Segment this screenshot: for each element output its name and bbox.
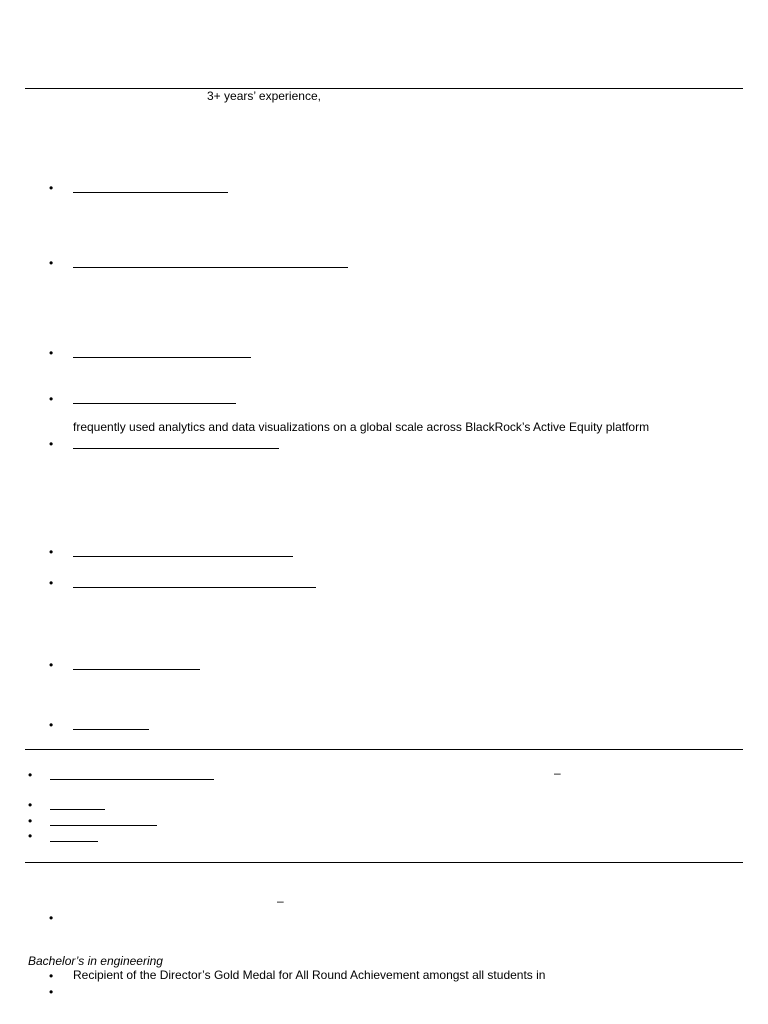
section-rule-skills <box>25 749 743 750</box>
bullet: • <box>49 392 54 406</box>
redacted-link-underline <box>50 809 105 810</box>
redacted-link-underline <box>73 357 251 358</box>
bullet: • <box>49 911 54 925</box>
education-dash: – <box>277 894 284 908</box>
bullet: • <box>49 658 54 672</box>
redacted-link-underline <box>73 192 228 193</box>
bullet: • <box>49 346 54 360</box>
degree-title: Bachelor’s in engineering <box>28 954 163 968</box>
award-text: Recipient of the Director’s Gold Medal for All Round Achievement amongst all students in <box>73 968 546 982</box>
bullet: • <box>28 768 33 782</box>
redacted-link-underline <box>50 779 214 780</box>
redacted-link-underline <box>73 556 293 557</box>
redacted-link-underline <box>73 729 149 730</box>
redacted-link-underline <box>73 587 316 588</box>
bullet: • <box>49 181 54 195</box>
bullet: • <box>28 829 33 843</box>
section-rule-education <box>25 862 743 863</box>
bullet: • <box>28 798 33 812</box>
redacted-link-underline <box>73 448 279 449</box>
experience-summary: 3+ years’ experience, <box>207 89 321 103</box>
bullet: • <box>49 437 54 451</box>
bullet: • <box>49 576 54 590</box>
bullet: • <box>49 718 54 732</box>
skills-dash: – <box>554 766 561 780</box>
redacted-link-underline <box>50 841 98 842</box>
redacted-link-underline <box>73 403 236 404</box>
analytics-description: frequently used analytics and data visualizations on a global scale across BlackRock’s Active Equity platform <box>73 420 650 434</box>
section-rule-top <box>25 88 743 89</box>
bullet: • <box>49 985 54 999</box>
bullet: • <box>49 545 54 559</box>
redacted-link-underline <box>73 669 200 670</box>
bullet: • <box>49 969 54 983</box>
bullet: • <box>49 256 54 270</box>
bullet: • <box>28 814 33 828</box>
redacted-link-underline <box>73 267 348 268</box>
redacted-link-underline <box>50 825 157 826</box>
